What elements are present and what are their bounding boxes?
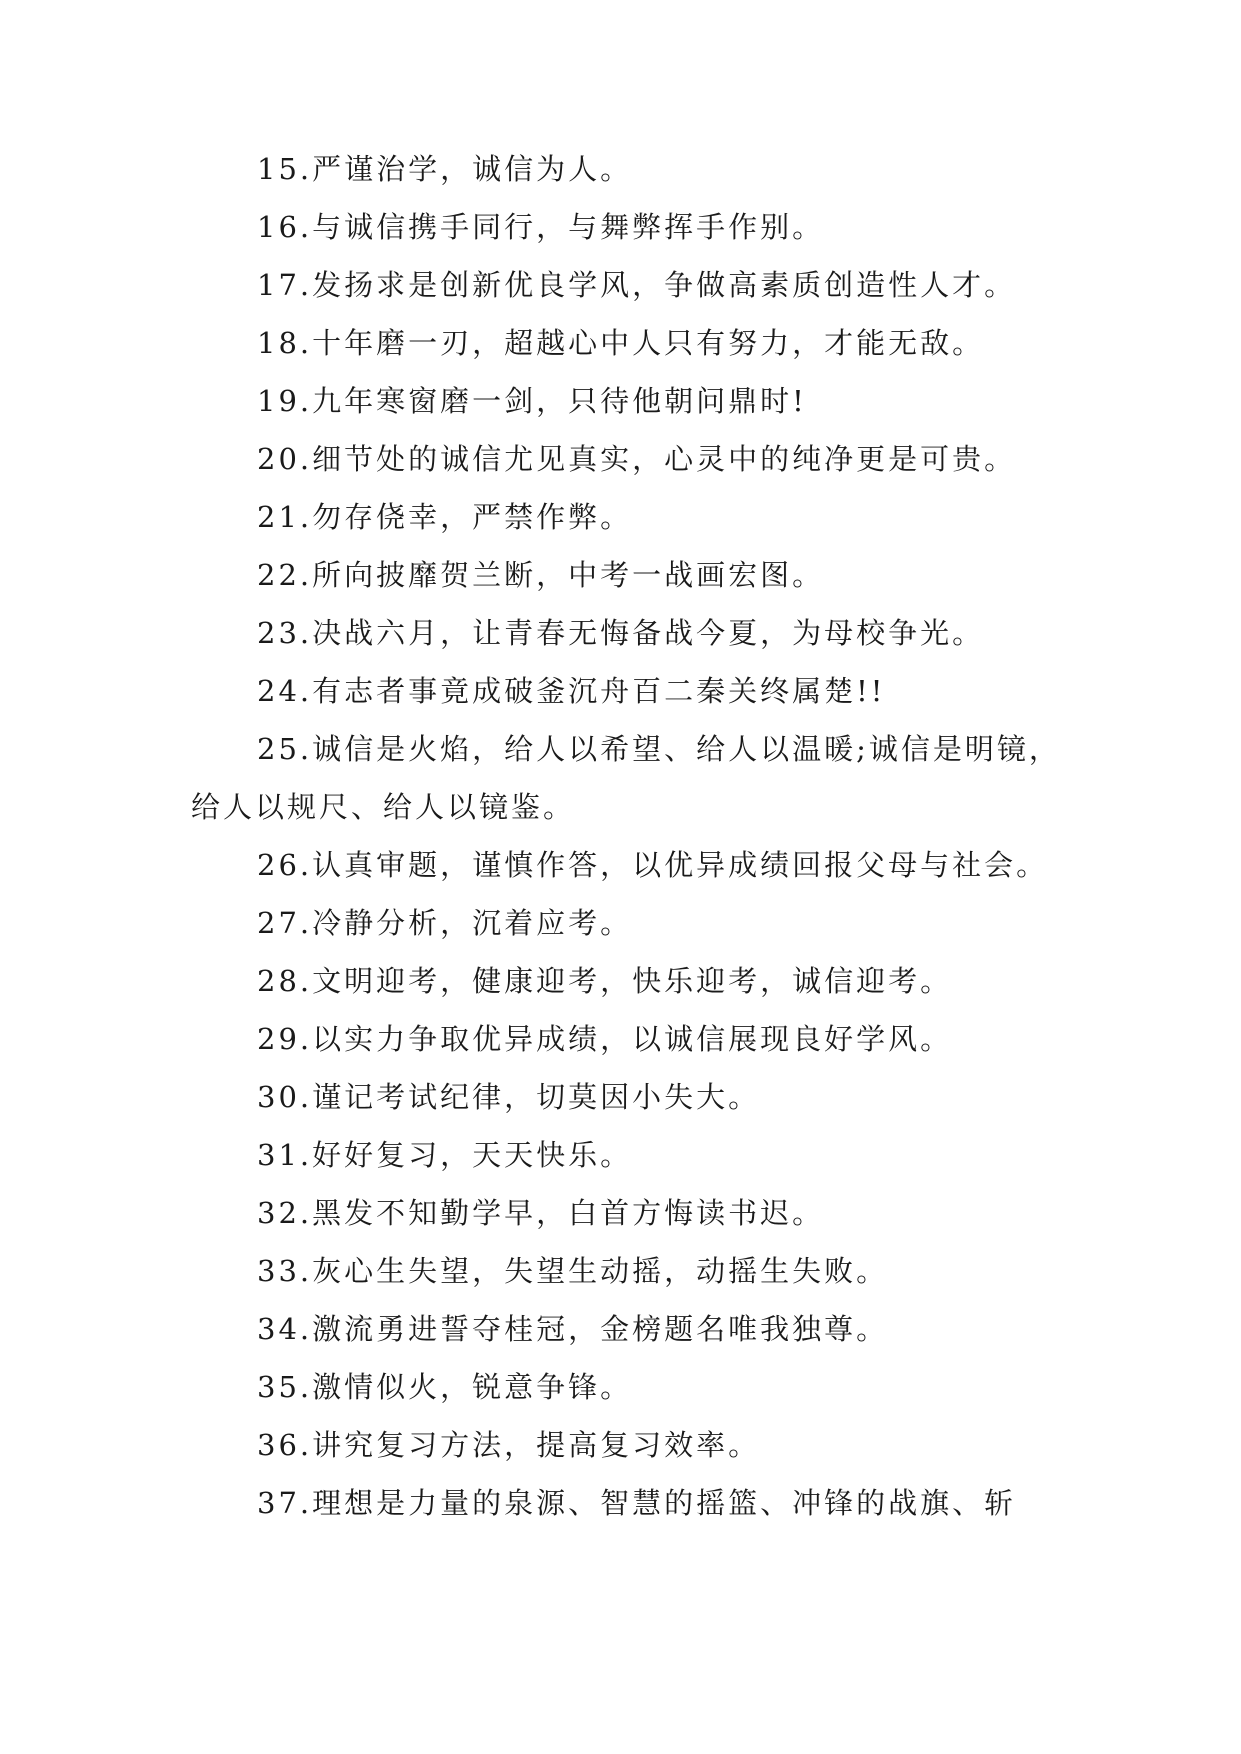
slogan-line-20: 20.细节处的诚信尤见真实，心灵中的纯净更是可贵。 bbox=[257, 442, 1017, 476]
slogan-line-16: 16.与诚信携手同行，与舞弊挥手作别。 bbox=[257, 210, 825, 244]
slogan-line-22: 22.所向披靡贺兰断，中考一战画宏图。 bbox=[257, 558, 825, 592]
slogan-line-37: 37.理想是力量的泉源、智慧的摇篮、冲锋的战旗、斩 bbox=[257, 1486, 1017, 1520]
slogan-line-19: 19.九年寒窗磨一剑，只待他朝问鼎时! bbox=[257, 384, 807, 418]
slogan-line-29: 29.以实力争取优异成绩，以诚信展现良好学风。 bbox=[257, 1022, 953, 1056]
slogan-line-18: 18.十年磨一刃，超越心中人只有努力，才能无敌。 bbox=[257, 326, 985, 360]
slogan-line-25-continuation: 给人以规尺、给人以镜鉴。 bbox=[191, 790, 576, 824]
slogan-line-25: 25.诚信是火焰，给人以希望、给人以温暖;诚信是明镜， bbox=[257, 732, 1061, 766]
slogan-line-30: 30.谨记考试纪律，切莫因小失大。 bbox=[257, 1080, 761, 1114]
slogan-line-21: 21.勿存侥幸，严禁作弊。 bbox=[257, 500, 633, 534]
text-lines bbox=[0, 140, 1241, 1532]
slogan-line-23: 23.决战六月，让青春无悔备战今夏，为母校争光。 bbox=[257, 616, 985, 650]
slogan-line-26: 26.认真审题，谨慎作答，以优异成绩回报父母与社会。 bbox=[257, 848, 1049, 882]
slogan-line-31: 31.好好复习，天天快乐。 bbox=[257, 1138, 633, 1172]
slogan-line-17: 17.发扬求是创新优良学风，争做高素质创造性人才。 bbox=[257, 268, 1017, 302]
slogan-line-32: 32.黑发不知勤学早，白首方悔读书迟。 bbox=[257, 1196, 825, 1230]
slogan-line-36: 36.讲究复习方法，提高复习效率。 bbox=[257, 1428, 761, 1462]
slogan-line-15: 15.严谨治学，诚信为人。 bbox=[257, 152, 633, 186]
slogan-line-33: 33.灰心生失望，失望生动摇，动摇生失败。 bbox=[257, 1254, 889, 1288]
slogan-line-27: 27.冷静分析，沉着应考。 bbox=[257, 906, 633, 940]
slogan-line-34: 34.激流勇进誓夺桂冠，金榜题名唯我独尊。 bbox=[257, 1312, 889, 1346]
slogan-line-35: 35.激情似火，锐意争锋。 bbox=[257, 1370, 633, 1404]
slogan-line-24: 24.有志者事竟成破釜沉舟百二秦关终属楚!! bbox=[257, 674, 886, 708]
slogan-line-28: 28.文明迎考，健康迎考，快乐迎考，诚信迎考。 bbox=[257, 964, 953, 998]
